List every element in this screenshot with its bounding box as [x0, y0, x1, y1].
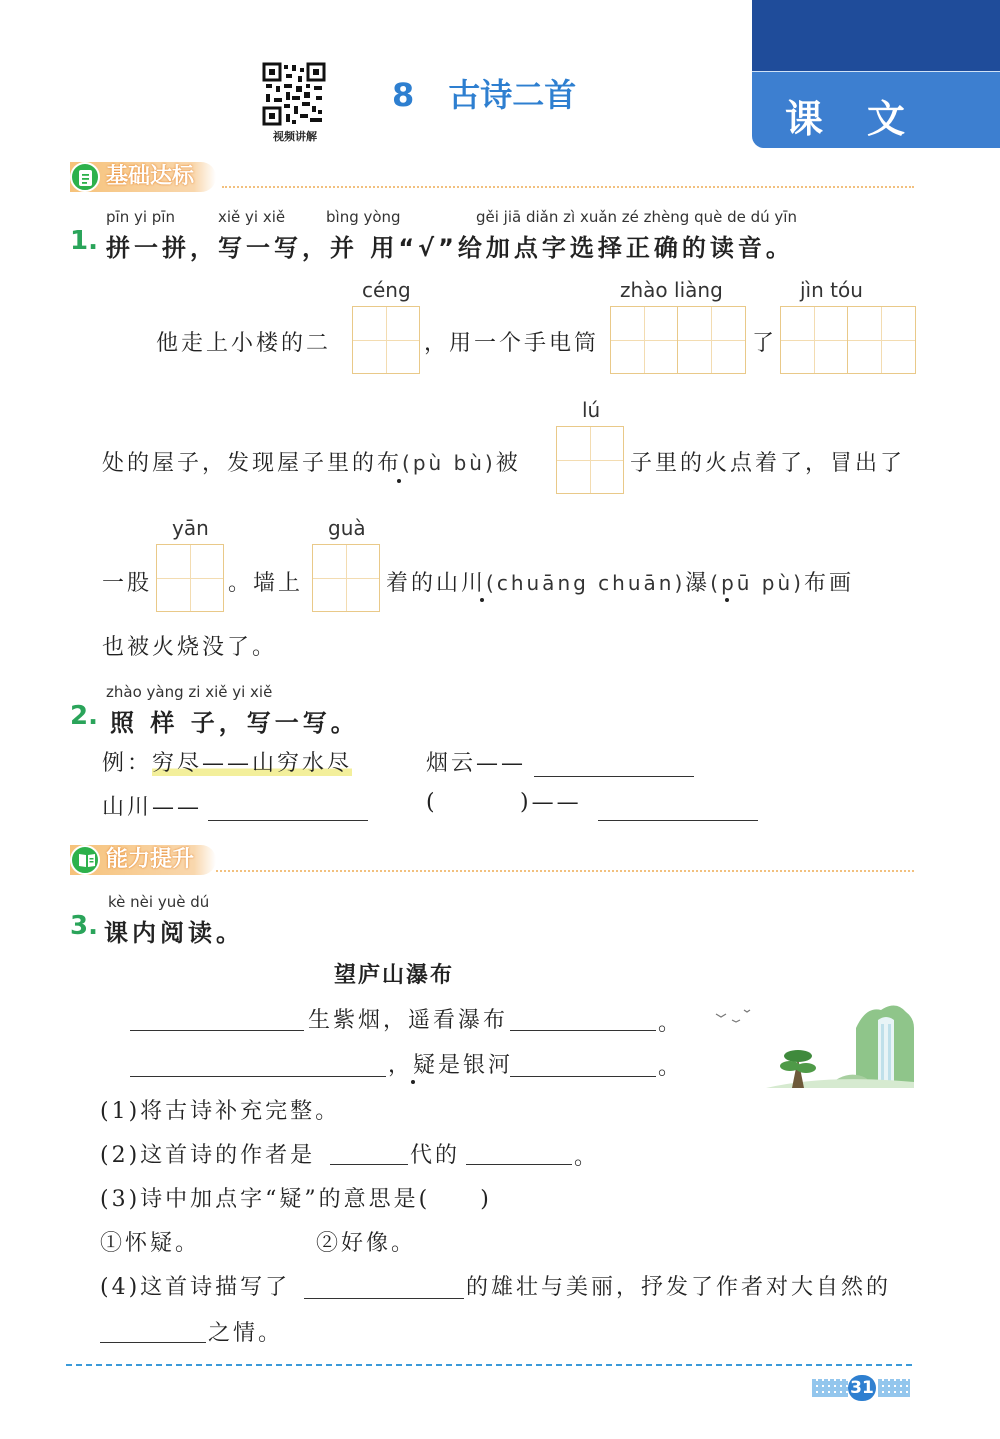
section-divider: [216, 870, 914, 872]
subq-3: (3)诗中加点字“疑”的意思是( ): [100, 1187, 492, 1212]
q1-instruction: 拼一拼，写一写，并 用“√”给加点字选择正确的读音。: [106, 234, 794, 262]
subq-4-b: 的雄壮与美丽，抒发了作者对大自然的: [466, 1275, 892, 1300]
box-ceng: [352, 306, 420, 374]
item-blank-close: ): [520, 790, 532, 815]
book-icon: [70, 845, 100, 875]
q2-instruction: 照 样 子，写一写。: [110, 709, 359, 737]
q1-line3-text-b: 。墙上: [228, 571, 304, 596]
q1-line2: [102, 446, 521, 477]
q1-line4: 也被火烧没了。: [102, 635, 278, 660]
q1-line3-text-a: 一股: [102, 571, 153, 596]
py-ceng: céng: [362, 278, 411, 302]
answer-line-shanchuan[interactable]: [208, 820, 368, 821]
q1-line3-text-d: 布画: [803, 571, 854, 596]
q2-number: 2.: [70, 701, 98, 731]
py-gua: guà: [328, 516, 366, 540]
option-1[interactable]: ①怀疑。: [100, 1231, 201, 1256]
q1-line1-text-a: 他走上小楼的二: [156, 331, 332, 356]
char-yi: 疑: [413, 1053, 439, 1078]
q2-blank: [520, 790, 582, 815]
section-basic-header: [70, 162, 216, 192]
subq-2-b: 代的: [410, 1143, 461, 1168]
char-bu: 布: [377, 451, 403, 476]
lesson-title: [392, 70, 576, 116]
subq-4-c: 之情。: [208, 1321, 284, 1346]
write-box[interactable]: [848, 306, 916, 374]
section-divider: [222, 186, 914, 188]
char-pu: 瀑: [685, 571, 711, 596]
subq-2-a: (2)这首诗的作者是: [100, 1143, 316, 1168]
poem-blank-3[interactable]: [130, 1076, 386, 1077]
q1-line1-text-b: ，用一个手电筒: [424, 331, 600, 356]
write-box[interactable]: [678, 306, 746, 374]
box-lu: [556, 426, 624, 494]
q1-number: 1.: [70, 226, 98, 256]
q1-line2-text-b: 被: [495, 451, 521, 476]
box-jintou: [780, 306, 916, 374]
options-chuan[interactable]: (chuāng chuān): [486, 571, 686, 595]
page-number-decoration: [812, 1379, 848, 1397]
q2-yanyun: [426, 746, 526, 777]
subq-4-a: (4)这首诗描写了: [100, 1275, 291, 1300]
example-label: 例：: [102, 751, 153, 776]
poem-blank-2[interactable]: [510, 1030, 656, 1031]
poem-title: 望庐山瀑布: [334, 963, 455, 988]
landscape-illustration: [706, 998, 914, 1088]
blank-dash: ——: [531, 790, 582, 815]
options-bu[interactable]: (pù bù): [402, 451, 496, 475]
footer-divider: [66, 1364, 912, 1366]
q1-line2-text-c: 子里的火点着了，冒出了: [630, 451, 906, 476]
q1-pinyin-2: xiě yi xiě: [218, 208, 286, 226]
poem-line1-period: 。: [658, 1011, 684, 1036]
q3-instruction: 课内阅读。: [104, 919, 244, 947]
q1-line1-text-c: 了: [752, 331, 778, 356]
q1-pinyin-1: pīn yi pīn: [106, 208, 175, 226]
lesson-number: 8: [392, 76, 415, 114]
page-number: 31: [848, 1375, 876, 1401]
py-lu: lú: [582, 398, 601, 422]
poem-line2-text: 是银河: [438, 1053, 514, 1078]
q2-shanchuan: [102, 790, 202, 821]
write-box[interactable]: [780, 306, 848, 374]
py-jintou: jìn tóu: [800, 278, 863, 302]
example-dash: ——: [202, 751, 253, 776]
answer-feeling[interactable]: [100, 1342, 206, 1343]
corner-tab-label: 课文: [785, 97, 950, 141]
answer-line-blank[interactable]: [598, 820, 758, 821]
answer-scene[interactable]: [304, 1298, 464, 1299]
lesson-title-text: 古诗二首: [448, 76, 577, 114]
section-ability-label: 能力提升: [106, 847, 195, 872]
qr-label: 视频讲解: [273, 130, 317, 143]
page-number-decoration: [878, 1379, 910, 1397]
item-blank-open: (: [426, 790, 438, 815]
emphasis-dot: [480, 598, 484, 602]
write-box[interactable]: [352, 306, 420, 374]
py-yan: yān: [172, 516, 209, 540]
poem-blank-4[interactable]: [510, 1076, 656, 1077]
write-box[interactable]: [610, 306, 678, 374]
q1-pinyin-4: gěi jiā diǎn zì xuǎn zé zhèng què de dú yīn: [476, 208, 797, 226]
yanyun-dash: ——: [476, 751, 527, 776]
write-box[interactable]: [556, 426, 624, 494]
corner-tab-top: [752, 0, 1000, 72]
box-zhaoliang: [610, 306, 746, 374]
section-basic-label: 基础达标: [106, 164, 195, 189]
poem-line2: [388, 1048, 513, 1079]
example-word: 穷尽: [152, 751, 203, 776]
q1-pinyin-3: bìng yòng: [326, 208, 401, 226]
subq-2-c: 。: [574, 1145, 600, 1170]
box-yan: [156, 544, 224, 612]
poem-line2-period: 。: [658, 1055, 684, 1080]
document-icon: [70, 162, 100, 192]
emphasis-dot: [397, 479, 401, 483]
item-yanyun: 烟云: [426, 751, 477, 776]
char-chuan: 川: [461, 571, 487, 596]
poem-line1-mid: 生紫烟，遥看瀑布: [308, 1008, 509, 1033]
answer-dynasty[interactable]: [330, 1164, 408, 1165]
q1-line2-text-a: 处的屋子，发现屋子里的: [102, 451, 378, 476]
answer-author[interactable]: [466, 1164, 572, 1165]
shanchuan-dash: ——: [152, 795, 203, 820]
emphasis-dot: [411, 1080, 415, 1084]
write-box[interactable]: [312, 544, 380, 612]
option-2[interactable]: ②好像。: [316, 1231, 417, 1256]
answer-line-yanyun[interactable]: [534, 776, 694, 777]
section-ability-header: [70, 845, 216, 875]
q3-pinyin: kè nèi yuè dú: [108, 893, 210, 911]
emphasis-dot: [725, 598, 729, 602]
example-answer: 山穷水尽: [252, 751, 353, 776]
box-gua: [312, 544, 380, 612]
write-box[interactable]: [156, 544, 224, 612]
options-pu[interactable]: (pū pù): [710, 571, 804, 595]
py-zhaoliang: zhào liàng: [620, 278, 723, 302]
qr-code-icon[interactable]: [262, 62, 326, 126]
subq-1: (1)将古诗补充完整。: [100, 1099, 341, 1124]
poem-line2-comma: ，: [388, 1053, 414, 1078]
q1-line3-text-c: 着的山: [386, 571, 462, 596]
q1-line3: [386, 566, 854, 597]
q2-example: [102, 746, 352, 777]
item-shanchuan: 山川: [102, 795, 153, 820]
q2-pinyin: zhào yàng zi xiě yi xiě: [106, 683, 273, 701]
q3-number: 3.: [70, 911, 98, 941]
poem-blank-1[interactable]: [130, 1030, 304, 1031]
